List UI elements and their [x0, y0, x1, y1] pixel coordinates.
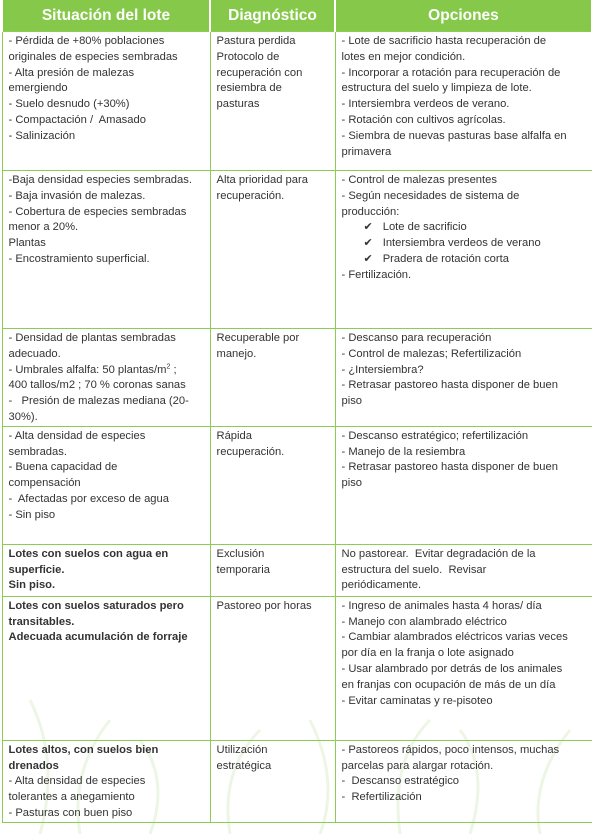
cell-line	[9, 394, 206, 410]
cell-line	[9, 759, 206, 775]
cell-text: transitables.	[8, 615, 75, 628]
cell-line: estratégica	[216, 759, 272, 772]
cell-line	[9, 460, 206, 476]
cell-line	[9, 429, 206, 445]
cell-line	[342, 678, 588, 694]
cell-text: - Densidad de plantas sembradas	[8, 332, 176, 344]
cell-text: - Cobertura de especies sembradas	[8, 205, 187, 218]
cell-text: - Control de malezas presentes	[341, 174, 497, 186]
cell-text: Plantas	[8, 237, 46, 250]
cell-text: - Incorporar a rotación para recuperación de	[341, 66, 561, 79]
cell-text: drenados	[8, 759, 59, 772]
cell-line	[9, 378, 206, 394]
cell-line	[9, 97, 206, 113]
cell-line: Exclusión	[216, 547, 265, 560]
cell-line: Recuperable por	[216, 332, 300, 344]
cell-text: parcelas para alargar rotación.	[341, 759, 494, 772]
cell-text: - Usar alambrado por detrás de los animales	[341, 662, 563, 675]
table-row	[2, 171, 592, 329]
cell-text: - Pérdida de +80% poblaciones	[8, 35, 165, 47]
cell-text: - Descanso estratégico; refertilización	[341, 429, 529, 442]
cell-line	[342, 378, 588, 394]
cell-line	[342, 394, 588, 410]
cell-diagnostico	[210, 596, 335, 740]
cell-line	[342, 129, 588, 145]
cell-text: adecuado.	[8, 347, 61, 360]
cell-line	[342, 34, 588, 50]
cell-text: - Ingreso de animales hasta 4 horas/ día	[341, 599, 542, 612]
cell-line: temporaria	[216, 563, 270, 576]
cell-line	[342, 66, 588, 82]
cell-line	[342, 205, 588, 221]
table-row	[2, 596, 592, 740]
cell-text: - Intersiembra verdeos de verano.	[341, 98, 510, 111]
cell-line	[342, 630, 588, 646]
cell-text: Lotes con suelos con agua en	[8, 547, 169, 560]
cell-text: - Lote de sacrificio hasta recuperación de	[341, 35, 547, 47]
table-row	[2, 329, 592, 427]
cell-line	[342, 759, 588, 775]
cell-text: - Control de malezas; Refertilización	[341, 347, 522, 360]
cell-line	[9, 599, 206, 615]
cell-text: - Pasturas con buen piso	[8, 806, 133, 819]
cell-line	[342, 563, 588, 579]
cell-line	[9, 189, 206, 205]
cell-line: Pastura perdida	[216, 35, 296, 47]
cell-text: tolerantes a anegamiento	[8, 791, 135, 804]
cell-diagnostico	[210, 329, 335, 427]
cell-line	[342, 268, 588, 284]
cell-line: Alta prioridad para	[216, 174, 308, 186]
cell-text: - Cambiar alambrados eléctricos varias veces	[341, 631, 568, 644]
cell-line	[342, 476, 588, 492]
cell-line	[9, 363, 206, 379]
cell-text: Adecuada acumulación de forraje	[8, 631, 188, 644]
cell-line	[342, 81, 588, 97]
cell-line	[9, 50, 206, 66]
cell-text: primavera	[341, 145, 392, 158]
cell-line	[342, 615, 588, 631]
cell-line	[342, 429, 588, 445]
cell-line: manejo.	[216, 347, 257, 360]
cell-text: - Rotación con cultivos agrícolas.	[341, 113, 506, 126]
cell-line	[342, 189, 588, 205]
cell-text: - Sin piso	[8, 508, 56, 521]
cell-situacion	[2, 171, 210, 329]
cell-text: - Refertilización	[341, 791, 422, 804]
cell-opciones	[335, 171, 592, 329]
cell-diagnostico	[210, 171, 335, 329]
cell-line	[9, 113, 206, 129]
cell-text: sembradas.	[8, 445, 67, 458]
cell-line: Rápida	[216, 429, 252, 442]
cell-line	[342, 646, 588, 662]
cell-line	[9, 66, 206, 82]
cell-line: recuperación.	[216, 189, 285, 202]
cell-text: - Suelo desnudo (+30%)	[8, 98, 130, 111]
cell-line	[9, 492, 206, 508]
cell-text: - Según necesidades de sistema de	[341, 189, 520, 202]
cell-line	[9, 578, 206, 594]
cell-line	[342, 578, 588, 594]
cell-line: pasturas	[216, 98, 260, 111]
cell-situacion	[2, 740, 210, 822]
cell-text: estructura del suelo. Revisar	[341, 563, 487, 576]
cell-opciones	[335, 329, 592, 427]
cell-line	[9, 205, 206, 221]
cell-text: - Retrasar pastoreo hasta disponer de buen	[341, 461, 558, 474]
cell-line	[9, 774, 206, 790]
cell-text: originales de especies sembradas	[8, 50, 178, 63]
cell-text: - Afectadas por exceso de agua	[8, 492, 169, 505]
cell-line	[9, 410, 206, 426]
cell-text: Lote de sacrificio	[382, 221, 467, 234]
header-diagnostico: Diagnóstico	[210, 0, 335, 32]
cell-text: por día en la franja o lote asignado	[341, 647, 514, 660]
cell-text: piso	[341, 395, 363, 408]
cell-opciones	[335, 32, 592, 171]
cell-diagnostico	[210, 544, 335, 596]
cell-line	[9, 790, 206, 806]
cell-line	[9, 806, 206, 822]
cell-text-after: ;	[170, 363, 177, 376]
cell-text: 400 tallos/m2 ; 70 % coronas sanas	[8, 379, 186, 392]
cell-text: producción:	[341, 205, 400, 218]
header-opciones: Opciones	[335, 0, 592, 32]
cell-line	[342, 347, 588, 363]
cell-line	[342, 236, 588, 252]
cell-situacion	[2, 329, 210, 427]
cell-diagnostico	[210, 740, 335, 822]
cell-opciones	[335, 596, 592, 740]
cell-line	[9, 81, 206, 97]
checkmark-icon: ✔	[363, 237, 373, 250]
cell-text: - Siembra de nuevas pasturas base alfalfa en	[341, 129, 567, 142]
cell-text: periódicamente.	[341, 579, 422, 592]
cell-text: - Alta densidad de especies	[8, 429, 146, 442]
cell-text: compensación	[8, 477, 81, 490]
cell-line	[342, 599, 588, 615]
cell-text: -Baja densidad especies sembradas.	[8, 174, 192, 186]
cell-text: - Fertilización.	[341, 268, 412, 281]
cell-text: - Buena capacidad de	[8, 461, 118, 474]
cell-line	[9, 630, 206, 646]
cell-line	[9, 547, 206, 563]
cell-line	[9, 252, 206, 268]
cell-text: lotes en mejor condición.	[341, 50, 466, 63]
cell-line	[9, 236, 206, 252]
cell-line	[342, 97, 588, 113]
cell-line	[342, 774, 588, 790]
checkmark-icon: ✔	[363, 252, 373, 265]
table-row	[2, 32, 592, 171]
cell-text: Pradera de rotación corta	[382, 252, 509, 265]
checkmark-icon: ✔	[363, 221, 373, 234]
cell-line	[9, 220, 206, 236]
cell-situacion	[2, 426, 210, 544]
cell-line: Protocolo de	[216, 50, 280, 63]
cell-situacion	[2, 32, 210, 171]
cell-text: - Baja invasión de malezas.	[8, 189, 146, 202]
header-situacion: Situación del lote	[2, 0, 210, 32]
table-header-row	[2, 0, 592, 32]
cell-text: - Presión de malezas mediana (20-	[8, 395, 189, 408]
cell-text: en franjas con ocupación de más de un día	[341, 678, 556, 691]
cell-line	[9, 173, 206, 189]
cell-line	[9, 563, 206, 579]
cell-line	[342, 460, 588, 476]
cell-text: - Alta densidad de especies	[8, 775, 146, 788]
cell-line	[342, 331, 588, 347]
cell-line	[342, 220, 588, 236]
cell-line	[342, 445, 588, 461]
cell-line	[342, 743, 588, 759]
cell-text: - Encostramiento superficial.	[8, 252, 150, 265]
cell-diagnostico	[210, 426, 335, 544]
cell-text: emergiendo	[8, 82, 68, 95]
cell-text: - Salinización	[8, 129, 76, 142]
cell-text: - Descanso estratégico	[341, 775, 460, 788]
cell-text: Lotes altos, con suelos bien	[8, 743, 159, 756]
cell-opciones	[335, 740, 592, 822]
cell-line	[9, 508, 206, 524]
cell-situacion	[2, 596, 210, 740]
cell-text: - Manejo de la resiembra	[341, 445, 466, 458]
cell-text: - Manejo con alambrado eléctrico	[341, 615, 507, 628]
cell-line	[342, 363, 588, 379]
cell-text: Sin piso.	[8, 579, 56, 592]
cell-text: No pastorear. Evitar degradación de la	[341, 547, 536, 560]
cell-text: - Alta presión de malezas	[8, 66, 135, 79]
cell-text: menor a 20%.	[8, 221, 79, 234]
cell-line	[342, 790, 588, 806]
cell-text: - Umbrales alfalfa: 50 plantas/m	[8, 363, 167, 376]
cell-line	[9, 445, 206, 461]
cell-line: resiembra de	[216, 82, 282, 95]
cell-text: - Descanso para recuperación	[341, 332, 492, 344]
cell-text: - ¿Intersiembra?	[341, 363, 424, 376]
cell-text: piso	[341, 477, 363, 490]
cell-line	[9, 476, 206, 492]
cell-line	[9, 34, 206, 50]
cell-line	[9, 347, 206, 363]
cell-line	[342, 662, 588, 678]
cell-line	[9, 743, 206, 759]
cell-line	[9, 331, 206, 347]
cell-line: recuperación.	[216, 445, 285, 458]
cell-text: - Compactación / Amasado	[8, 113, 146, 126]
cell-line	[9, 615, 206, 631]
lot-situation-table	[1, 0, 592, 823]
cell-line	[342, 145, 588, 161]
cell-opciones	[335, 426, 592, 544]
cell-line: recuperación con	[216, 66, 303, 79]
cell-opciones	[335, 544, 592, 596]
cell-line: Pastoreo por horas	[216, 599, 312, 612]
cell-line	[342, 694, 588, 710]
table-row	[2, 426, 592, 544]
cell-text: - Pastoreos rápidos, poco intensos, muchas	[341, 743, 560, 756]
cell-text: 30%).	[8, 410, 38, 423]
cell-text: estructura del suelo y limpieza de lote.	[341, 82, 532, 95]
cell-line: Utilización	[216, 743, 268, 756]
cell-situacion	[2, 544, 210, 596]
cell-text: superficie.	[8, 563, 65, 576]
superscript: 2	[166, 362, 171, 370]
cell-line	[342, 173, 588, 189]
cell-line	[342, 547, 588, 563]
table-row	[2, 544, 592, 596]
cell-line	[342, 252, 588, 268]
cell-text: Lotes con suelos saturados pero	[8, 599, 184, 612]
cell-text: Intersiembra verdeos de verano	[382, 237, 541, 250]
cell-diagnostico	[210, 32, 335, 171]
cell-line	[342, 113, 588, 129]
cell-text: - Evitar caminatas y re-pisoteo	[341, 694, 493, 707]
cell-text: - Retrasar pastoreo hasta disponer de buen	[341, 379, 558, 392]
table-row	[2, 740, 592, 822]
cell-line	[342, 50, 588, 66]
cell-line	[9, 129, 206, 145]
